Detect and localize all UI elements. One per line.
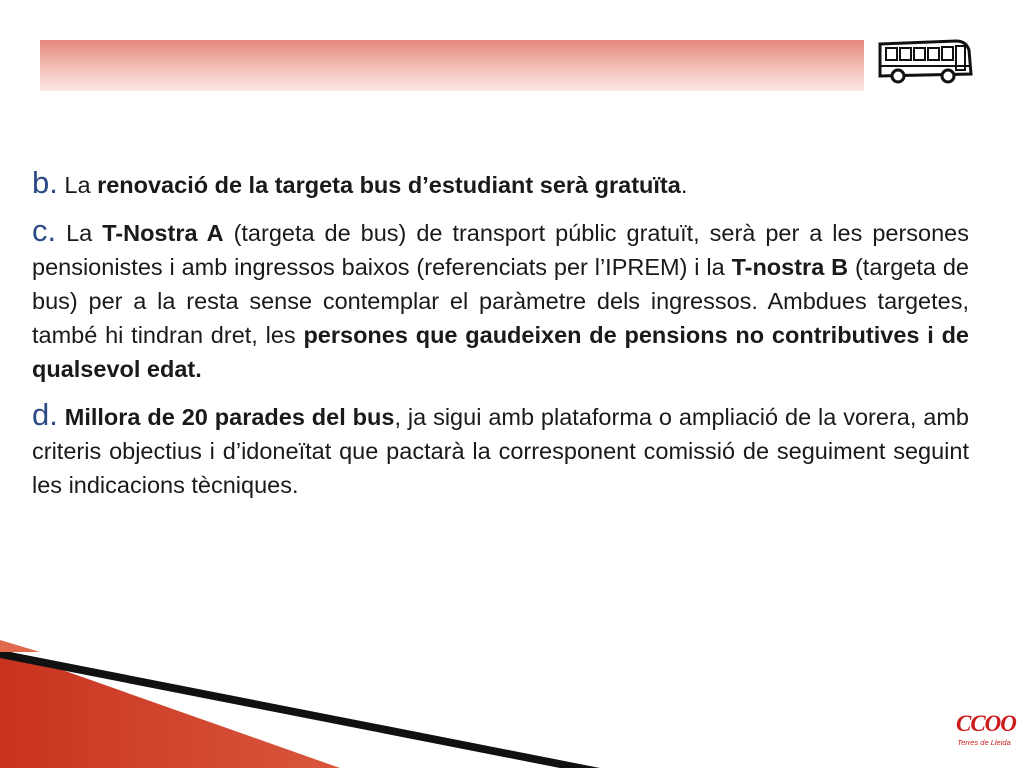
text-run: La [57, 172, 98, 198]
text-run: (targeta de bus) per a la resta sense contemplar el paràmetre dels ingressos. Ambdues targetes, també hi tindran dret, les [32, 254, 969, 348]
decorative-swoosh [0, 640, 620, 768]
text-run: . [680, 172, 688, 198]
text-run: La [56, 220, 103, 246]
paragraph-d [32, 398, 969, 502]
text-run: , ja sigui amb plataforma o ampliació de la vorera, amb criteris objectius i d’idoneïtat que pactarà la corresponent comissió de seguiment seguint les indicacions tècniques. [32, 404, 969, 498]
logo-subtitle: Terres de Lleida [957, 738, 1011, 747]
text-run [58, 404, 65, 430]
text-run-bold: Millora de 20 parades del bus [64, 404, 395, 430]
bus-icon [874, 36, 974, 86]
ccoo-logo [956, 708, 1016, 754]
paragraph-b [32, 166, 969, 202]
text-run-bold: T-Nostra A [102, 220, 224, 246]
paragraph-c [32, 214, 969, 386]
paragraph-label: c. [32, 213, 57, 248]
text-run-bold: T-nostra B [731, 254, 849, 280]
paragraph-label: b. [32, 165, 58, 200]
content-body [32, 166, 969, 502]
header-bar [40, 40, 864, 91]
text-run: (targeta de bus) de transport públic gratuït, serà per a les persones pensionistes i amb ingressos baixos (referenciats per l’IPREM) i la [32, 220, 969, 280]
paragraph-label: d. [32, 397, 58, 432]
text-run-bold: persones que gaudeixen de pensions no contributives i de qualsevol edat. [32, 322, 969, 382]
logo-text: CCOO [956, 711, 1016, 736]
text-run-bold: renovació de la targeta bus d’estudiant serà gratuïta [97, 172, 681, 198]
